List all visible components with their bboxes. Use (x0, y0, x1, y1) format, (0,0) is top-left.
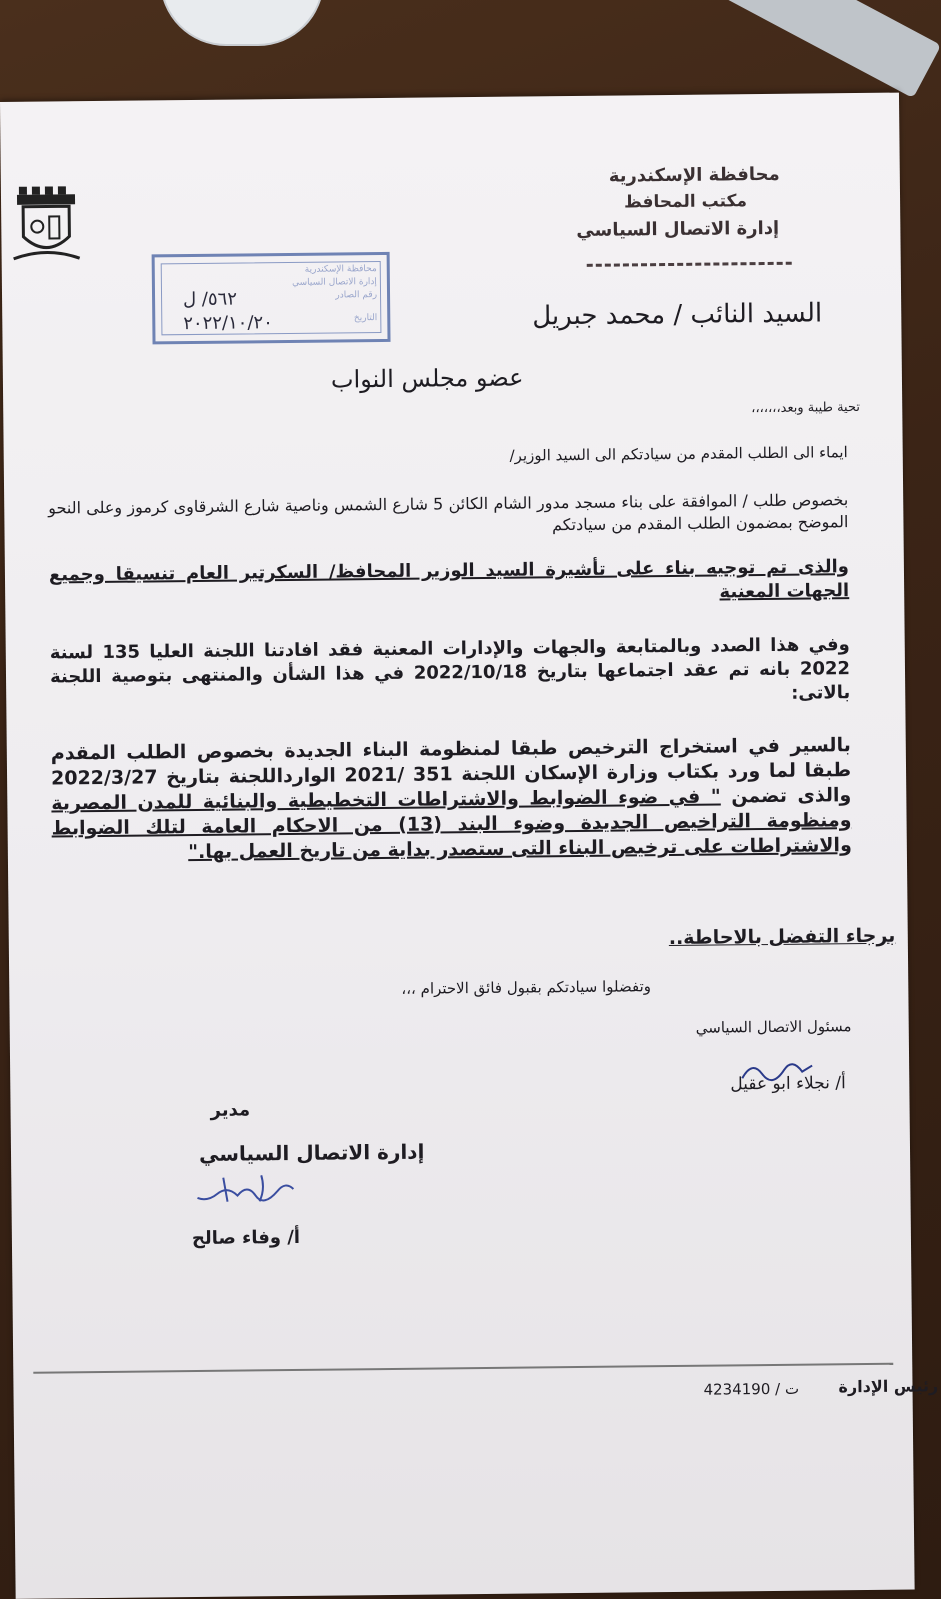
closing-line: وتفضلوا سيادتكم بقبول فائق الاحترام ،،، (401, 977, 652, 998)
officer-name: أ/ نجلاء ابو عقيل (730, 1073, 846, 1095)
recommendation-text: بالسير في استخراج الترخيص طبقا لمنظومة البناء الجديدة بخصوص الطلب المقدم طبقا لما ورد بكتاب وزارة الإسكان اللجنة 351 /2021 الوارداللجنة بتاريخ 2022/3/27 والذى تضمن (50, 734, 852, 808)
pen-background (719, 0, 941, 98)
stamp-line-4: التاريخ (353, 313, 378, 324)
addressee: السيد النائب / محمد جبريل (532, 298, 823, 332)
letter-page (0, 93, 939, 1599)
manager-department: إدارة الاتصال السياسي (198, 1139, 425, 1166)
footer-phone: ت / 4234190 (703, 1379, 800, 1399)
paragraph-committee: وفي هذا الصدد وبالمتابعة والجهات والإدارات المعنية فقد افادتنا اللجنة العليا 135 لسنة 2022 بانه تم عقد اجتماعها بتاريخ 2022/10/18 في هذا الشأن والمنتهى بتوصية اللجنة بالاتى: (49, 634, 851, 704)
cup-background (160, 0, 324, 46)
header-office: مكتب المحافظ (623, 191, 748, 213)
addressee-title: عضو مجلس النواب (330, 363, 524, 394)
registry-stamp (152, 252, 391, 344)
governorate-emblem-icon (13, 186, 80, 269)
paragraph-reference: ايماء الى الطلب المقدم من سيادتكم الى السيد الوزير/ (509, 443, 848, 465)
paragraph-recommendation (51, 733, 852, 866)
paragraph-directive (49, 555, 849, 611)
officer-title: مسئول الاتصال السياسي (695, 1017, 852, 1037)
manager-name: أ/ وفاء صالح (191, 1226, 301, 1250)
stamp-line-2: إدارة الاتصال السياسي (292, 277, 377, 288)
footer-divider (33, 1363, 893, 1374)
paragraph-subject: بخصوص طلب / الموافقة على بناء مسجد مدور الشام الكائن 5 شارع الشمس وناصية شارع الشرقاوى كرموز وعلى النحو الموضح بمضمون الطلب المقدم من سيادتكم (48, 490, 849, 535)
manager-title: مدير (210, 1099, 251, 1121)
request-line: برجاء التفضل بالاحاطة.. (668, 924, 896, 950)
recommendation-quote: " في ضوء الضوابط والاشتراطات التخطيطية والبنائية للمدن المصرية ومنظومة التراخيص الجديدة وضوء البند (13) من الاحكام العامة لتلك الضوابط والاشتراطات على ترخيص البناء التى ستصدر بداية من تاريخ العمل بها." (51, 785, 852, 864)
stamp-line-1: محافظة الإسكندرية (304, 264, 377, 275)
footer-label: رئيس الإدارة (838, 1376, 939, 1397)
directive-text: والذى تم توجيه بناء على تأشيرة السيد الوزير المحافظ/ السكرتير العام تنسيقا وجميع الجهات المعنية (48, 556, 850, 603)
header-department: إدارة الاتصال السياسي (576, 217, 780, 241)
greeting: تحية طيبة وبعد،،،،،،، (751, 400, 861, 417)
stamp-date: ٢٠٢٢/١٠/٢٠ (183, 312, 273, 335)
manager-signature-icon (193, 1171, 303, 1208)
header-divider (587, 262, 792, 267)
stamp-number: ٥٦٢/ ل (182, 288, 238, 311)
stamp-line-3: رقم الصادر (335, 290, 378, 301)
header-governorate: محافظة الإسكندرية (608, 163, 780, 187)
